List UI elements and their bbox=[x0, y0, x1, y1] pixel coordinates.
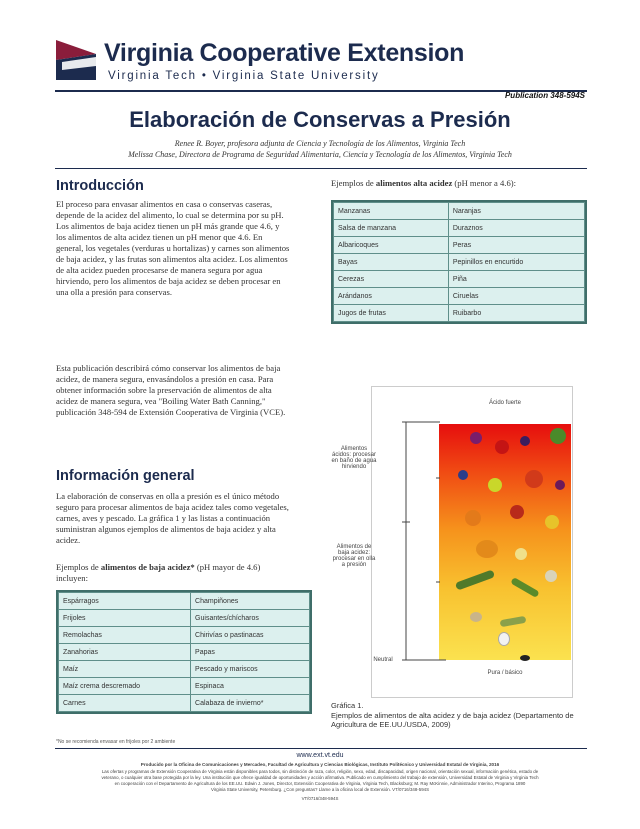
table-row bbox=[334, 271, 585, 288]
high-acid-caption: Ejemplos de alimentos alta acidez (pH menor a 4.6): bbox=[331, 178, 516, 188]
table-cell: Chirivías o pastinacas bbox=[191, 627, 310, 644]
page-title: Elaboración de Conservas a Presión bbox=[129, 107, 511, 132]
table-row bbox=[59, 644, 310, 661]
food-blueberry-icon bbox=[520, 436, 530, 446]
chart-bottom-label: Pura / básico bbox=[487, 670, 523, 676]
table-cell: Frijoles bbox=[59, 610, 191, 627]
table-cell: Papas bbox=[191, 644, 310, 661]
table-row bbox=[59, 661, 310, 678]
food-peach-icon bbox=[545, 515, 559, 529]
table-cell: Calabaza de invierno* bbox=[191, 695, 310, 712]
low-acid-caption: Ejemplos de alimentos de baja acidez* (pH mayor de 4.6) incluyen: bbox=[56, 562, 261, 583]
brand-name: Virginia Cooperative Extension bbox=[104, 39, 465, 67]
chart-caption-title: Gráfica 1. bbox=[331, 701, 364, 710]
table-row bbox=[334, 254, 585, 271]
food-corn-icon bbox=[515, 548, 527, 560]
author-line-1: Renee R. Boyer, profesora adjunta de Ciencia y Tecnología de los Alimentos, Virginia Tech bbox=[174, 139, 466, 148]
food-grape-icon bbox=[458, 470, 468, 480]
table-row bbox=[334, 305, 585, 322]
footer-code: VT/0716/348-594S bbox=[301, 796, 339, 801]
general-heading: Información general bbox=[56, 468, 195, 484]
footer-line-1: Producido por la Oficina de Comunicaciones y Mercadeo, Facultad de Agricultura y Ciencias Biológicas, Instituto Politécnico y Universidad Estatal de Virginia, 2016 bbox=[140, 762, 500, 767]
table-cell: Manzanas bbox=[334, 203, 449, 220]
general-paragraph: La elaboración de conservas en olla a presión es el único método seguro para procesar alimentos de baja acidez tales como vegetales, carnes, aves y pescado. La gráfica 1 y las listas a continuación suministran algunos ejemplos de alimentos de baja acidez y alta acidez. bbox=[56, 491, 289, 545]
table-row bbox=[334, 220, 585, 237]
table-cell: Naranjas bbox=[448, 203, 584, 220]
brand-subtitle: Virginia Tech • Virginia State University bbox=[108, 70, 380, 82]
table-cell: Bayas bbox=[334, 254, 449, 271]
footer-line-4: en cooperación con el Departamento de Agricultura de los EE.UU. Edwin J. Jones, Director, Extensión Cooperativa de Virginia, Virginia Tech, Blacksburg; M. Ray McKinnie, Administrador Interino, Programa 1890 bbox=[114, 781, 526, 786]
footer-url[interactable]: www.ext.vt.edu bbox=[296, 752, 344, 759]
table-cell: Ciruelas bbox=[448, 288, 584, 305]
food-tomato-icon bbox=[525, 470, 543, 488]
table-cell: Ruibarbo bbox=[448, 305, 584, 322]
footer-rule bbox=[55, 748, 587, 749]
food-cherry-icon bbox=[495, 440, 509, 454]
table-cell: Pescado y mariscos bbox=[191, 661, 310, 678]
food-berry-icon bbox=[470, 432, 482, 444]
table-cell: Maíz bbox=[59, 661, 191, 678]
table-row bbox=[334, 203, 585, 220]
food-egg-icon bbox=[498, 632, 510, 646]
food-plum-icon bbox=[555, 480, 565, 490]
food-lemon-icon bbox=[488, 478, 502, 492]
vce-logo-icon bbox=[56, 40, 96, 80]
table-cell: Piña bbox=[448, 271, 584, 288]
low-acid-table bbox=[56, 590, 312, 714]
table-row bbox=[59, 695, 310, 712]
chart-caption bbox=[331, 701, 591, 730]
table-cell: Champiñones bbox=[191, 593, 310, 610]
footer-line-3: veterano, o cualquier otra base protegida por la ley. Una institución que ofrece igualdad de oportunidades y acción afirmativa. Publicado en cumplimiento del trabajo de extensión, Universidad Estatal de Virginia y Virginia Tech bbox=[101, 775, 539, 780]
footer-line-5: Virginia State University, Petersburg. ¿Con preguntas? Llame a la oficina local de Extensión. VT/0716/348-594S bbox=[210, 787, 430, 792]
table-cell: Guisantes/chícharos bbox=[191, 610, 310, 627]
food-potato-icon bbox=[470, 612, 482, 622]
title-rule bbox=[55, 168, 587, 169]
food-apple-icon bbox=[510, 505, 524, 519]
footer-line-2: Las ofertas y programas de Extensión Cooperativa de Virginia están disponibles para todos, sin distinción de raza, color, religión, sexo, edad, discapacidad, origen nacional, orientación sexual, información genética, estado de bbox=[101, 769, 539, 774]
intro-paragraph-1: El proceso para envasar alimentos en casa o conservas caseras, depende de la acidez del alimento, lo cual se determina por su pH. Los alimentos de baja acidez tienen un pH más grande que 4.6, y los alimentos de alta acidez tienen un pH menor que 4.6. En general, los vegetales (verduras u hortalizas) y carnes son alimentos de baja acidez, y las frutas son alimentos alta acidez. Los alimentos de alta acidez pueden procesarse de manera segura por agua hirviendo, pero los alimentos de baja acidez se deben procesar en una olla a presión para conservas. bbox=[56, 199, 290, 297]
table-cell: Duraznos bbox=[448, 220, 584, 237]
chart-top-label: Ácido fuerte bbox=[488, 400, 522, 406]
food-pumpkin-icon bbox=[476, 540, 498, 558]
table-row bbox=[59, 593, 310, 610]
food-orange-icon bbox=[465, 510, 481, 526]
table-cell: Espárragos bbox=[59, 593, 191, 610]
food-mushroom-icon bbox=[545, 570, 557, 582]
intro-paragraph-2: Esta publicación describirá cómo conservar los alimentos de baja acidez, de manera segura, envasándolos a presión en casa. Para obtener información sobre la preservación de alimentos de alta acidez de manera segura, vea "Boiling Water Bath Canning," publicación 348-594 de Extensión Cooperativa de Virginia (VCE). bbox=[56, 363, 286, 417]
table-cell: Albaricoques bbox=[334, 237, 449, 254]
author-line-2: Melissa Chase, Directora de Programa de Seguridad Alimentaria, Ciencia y Tecnología de los Alimentos, Virginia Tech bbox=[128, 150, 512, 159]
table-cell: Jugos de frutas bbox=[334, 305, 449, 322]
table-cell: Pepinillos en encurtido bbox=[448, 254, 584, 271]
table-row bbox=[334, 288, 585, 305]
food-olive-icon bbox=[520, 655, 530, 661]
table-row bbox=[59, 627, 310, 644]
high-acid-bracket-label: Alimentos ácidos: procesar en baño de agua hirviendo bbox=[331, 446, 377, 470]
intro-heading: Introducción bbox=[56, 178, 144, 194]
ph-scale-axis bbox=[380, 418, 450, 668]
table-cell: Arándanos bbox=[334, 288, 449, 305]
table-row bbox=[59, 678, 310, 695]
table-cell: Salsa de manzana bbox=[334, 220, 449, 237]
table-row bbox=[334, 237, 585, 254]
table-cell: Espinaca bbox=[191, 678, 310, 695]
low-acid-footnote: *No se recomienda envasar en frijoles por 2 ambiente bbox=[56, 739, 176, 745]
table-row bbox=[59, 610, 310, 627]
table-cell: Remolachas bbox=[59, 627, 191, 644]
table-cell: Maíz crema descremado bbox=[59, 678, 191, 695]
publication-number: Publication 348-594S bbox=[504, 91, 585, 100]
table-cell: Peras bbox=[448, 237, 584, 254]
table-cell: Cerezas bbox=[334, 271, 449, 288]
high-acid-table bbox=[331, 200, 587, 324]
low-acid-bracket-label: Alimentos de baja acidez: procesar en olla a presión bbox=[332, 544, 376, 568]
table-cell: Carnes bbox=[59, 695, 191, 712]
table-cell: Zanahorias bbox=[59, 644, 191, 661]
food-lime-icon bbox=[550, 428, 566, 444]
chart-caption-text: Ejemplos de alimentos de alta acidez y de baja acidez (Departamento de Agricultura de EE.UU./USDA, 2009) bbox=[331, 710, 574, 729]
chart-neutral-label: Neutral bbox=[373, 657, 393, 663]
